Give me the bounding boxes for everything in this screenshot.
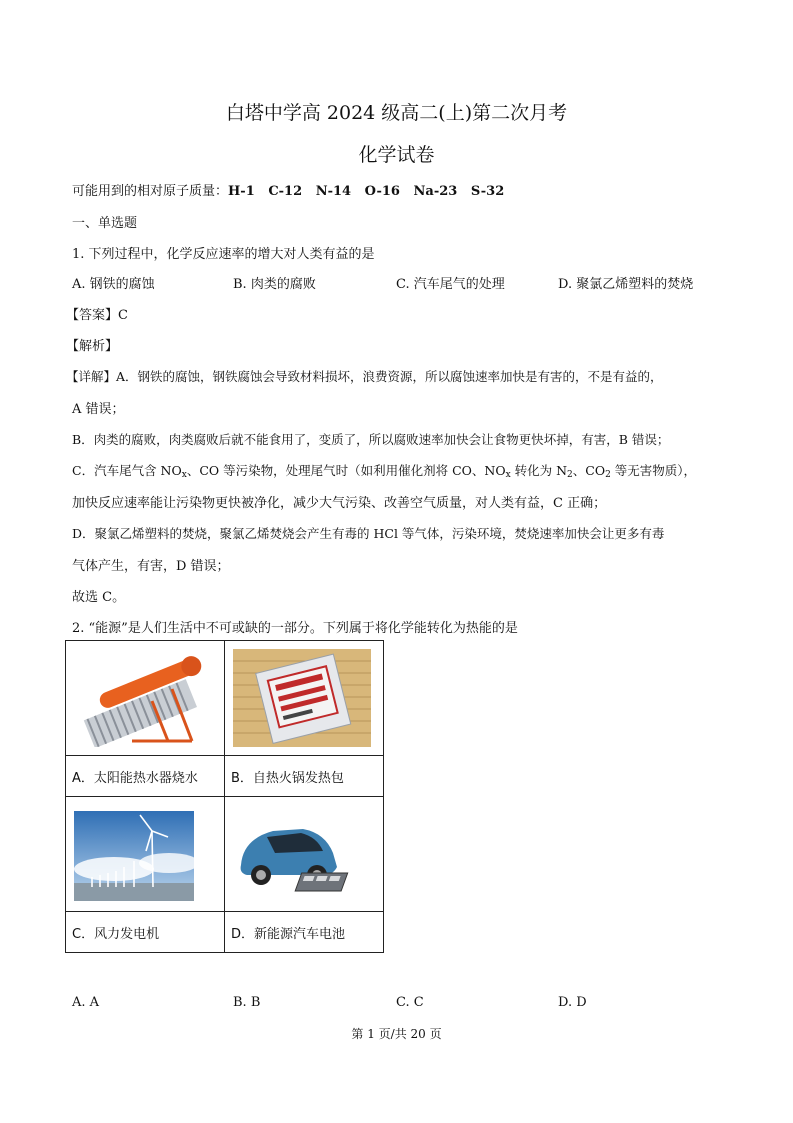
q1-detail-a-line2: A 错误； xyxy=(72,402,125,417)
section-heading: 一、单选题 xyxy=(72,216,138,231)
q1-analysis-label: 【解析】 xyxy=(66,339,119,354)
q2-choice-d: D. D xyxy=(558,995,587,1010)
page-footer: 第 1 页/共 20 页 xyxy=(351,1027,442,1041)
atomic-masses-label: 可能用到的相对原子质量： xyxy=(72,184,229,199)
q1-answer: 【答案】C xyxy=(66,308,128,323)
cell-wind-turbine xyxy=(66,797,225,912)
caption-d: D．新能源汽车电池 xyxy=(225,912,384,953)
cell-solar-heater xyxy=(66,641,225,756)
q2-choice-a: A. A xyxy=(72,995,100,1010)
q2-choice-c: C. C xyxy=(396,995,424,1010)
q1-detail-d-line2: 气体产生，有害，D 错误； xyxy=(72,559,230,574)
solar-water-heater-image xyxy=(72,649,212,747)
q2-stem: 2. “能源”是人们生活中不可或缺的一部分。下列属于将化学能转化为热能的是 xyxy=(72,621,518,636)
cell-ev-battery xyxy=(225,797,384,912)
caption-b: B．自热火锅发热包 xyxy=(225,756,384,797)
electric-car-image xyxy=(233,809,353,901)
caption-a: A．太阳能热水器烧水 xyxy=(66,756,225,797)
q1-conclusion: 故选 C。 xyxy=(72,590,126,605)
q1-detail-c-line1: C．汽车尾气含 $NO_x$、CO 等污染物，处理尾气时（如利用催化剂将 CO、$NO_x$ 转化为 $N_2$、$CO_2$ 等无害物质）， xyxy=(72,463,697,480)
q1-option-d: D. 聚氯乙烯塑料的焚烧 xyxy=(558,277,694,292)
q2-choice-b: B. B xyxy=(233,995,261,1010)
q1-detail-d-line1: D．聚氯乙烯塑料的焚烧，聚氯乙烯焚烧会产生有毒的 HCl 等气体，污染环境，焚烧速率加快会让更多有毒 xyxy=(72,526,665,541)
q1-stem: 1. 下列过程中，化学反应速率的增大对人类有益的是 xyxy=(72,247,375,262)
q2-options-table xyxy=(65,640,384,953)
self-heating-pack-image xyxy=(233,649,371,747)
q1-detail-c-line2: 加快反应速率能让污染物更快被净化，减少大气污染、改善空气质量，对人类有益，C 正确； xyxy=(72,496,607,511)
q1-detail-a-line1: 【详解】A．钢铁的腐蚀，钢铁腐蚀会导致材料损坏，浪费资源，所以腐蚀速率加快是有害的，不是有益的， xyxy=(66,369,663,384)
atomic-masses-values: H-1 C-12 N-14 O-16 Na-23 S-32 xyxy=(228,184,505,199)
page-title: 白塔中学高 2024 级高二(上)第二次月考 xyxy=(225,102,568,124)
q1-option-a: A. 钢铁的腐蚀 xyxy=(72,277,155,292)
q1-option-b: B. 肉类的腐败 xyxy=(233,277,316,292)
q1-detail-b: B．肉类的腐败，肉类腐败后就不能食用了，变质了，所以腐败速率加快会让食物更快坏掉，有害，B 错误； xyxy=(72,432,670,447)
page-subtitle: 化学试卷 xyxy=(358,144,435,166)
q1-option-c: C. 汽车尾气的处理 xyxy=(396,277,505,292)
cell-self-heating-pack xyxy=(225,641,384,756)
caption-c: C．风力发电机 xyxy=(66,912,225,953)
wind-turbine-image xyxy=(74,811,194,901)
atomic-masses xyxy=(72,180,504,199)
